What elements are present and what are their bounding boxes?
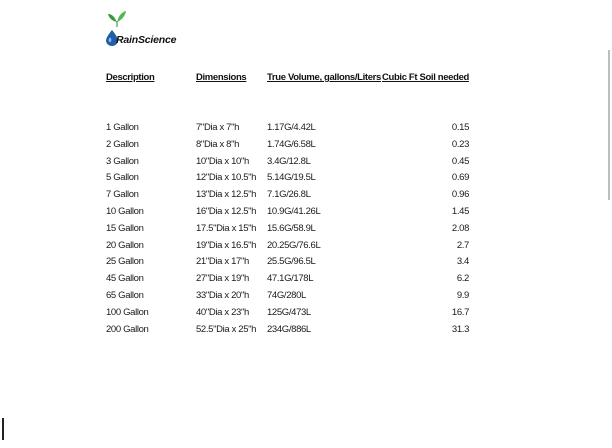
cell-description: 65 Gallon xyxy=(106,290,144,301)
header-dimensions: Dimensions xyxy=(196,72,247,83)
cell-volume: 5.14G/19.5L xyxy=(267,172,316,184)
cell-dimensions: 13"Dia x 12.5"h xyxy=(196,189,257,201)
text-cursor xyxy=(2,418,4,440)
cell-description: 10 Gallon xyxy=(106,206,144,217)
cell-dimensions: 27"Dia x 19"h xyxy=(196,273,249,285)
cell-volume: 1.74G/6.58L xyxy=(267,138,316,150)
cell-soil: 1.45 xyxy=(451,206,469,217)
cell-volume: 20.25G/76.6L xyxy=(267,239,321,251)
cell-volume: 25.5G/96.5L xyxy=(267,256,316,268)
header-soil: Cubic Ft Soil needed xyxy=(382,72,469,83)
cell-dimensions: 12"Dia x 10.5"h xyxy=(196,172,257,184)
cell-dimensions: 33"Dia x 20"h xyxy=(196,290,249,301)
cell-soil: 0.15 xyxy=(451,122,469,133)
cell-description: 25 Gallon xyxy=(106,256,144,268)
cell-soil: 2.7 xyxy=(456,239,469,251)
cell-description: 1 Gallon xyxy=(106,122,139,133)
cell-description: 3 Gallon xyxy=(106,155,139,167)
cell-soil: 31.3 xyxy=(451,323,469,335)
leaf-icon xyxy=(108,10,126,28)
cell-soil: 0.23 xyxy=(451,138,469,150)
cell-soil: 0.69 xyxy=(451,172,469,184)
cell-volume: 47.1G/178L xyxy=(267,273,314,285)
cell-volume: 7.1G/26.8L xyxy=(267,189,311,201)
cell-volume: 74G/280L xyxy=(267,290,306,301)
cell-soil: 6.2 xyxy=(456,273,469,285)
cell-dimensions: 19"Dia x 16.5"h xyxy=(196,239,257,251)
cell-volume: 125G/473L xyxy=(267,306,311,318)
cell-soil: 9.9 xyxy=(456,290,469,301)
cell-soil: 0.96 xyxy=(451,189,469,201)
header-volume: True Volume, gallons/Liters xyxy=(267,72,381,83)
cell-soil: 3.4 xyxy=(456,256,469,268)
header-description: Description xyxy=(106,72,155,83)
cell-description: 45 Gallon xyxy=(106,273,144,285)
rainscience-logo xyxy=(106,10,196,50)
cell-volume: 1.17G/4.42L xyxy=(267,122,316,133)
cell-dimensions: 7"Dia x 7"h xyxy=(196,122,240,133)
cell-soil: 2.08 xyxy=(451,222,469,234)
cell-dimensions: 21"Dia x 17"h xyxy=(196,256,249,268)
cell-dimensions: 10"Dia x 10"h xyxy=(196,155,249,167)
cell-volume: 3.4G/12.8L xyxy=(267,155,311,167)
cell-description: 15 Gallon xyxy=(106,222,144,234)
cell-dimensions: 52.5"Dia x 25"h xyxy=(196,323,257,335)
scrollbar[interactable] xyxy=(604,0,612,448)
cell-description: 200 Gallon xyxy=(106,323,149,335)
cell-description: 100 Gallon xyxy=(106,306,149,318)
scrollbar-thumb[interactable] xyxy=(608,50,610,200)
cell-soil: 0.45 xyxy=(451,155,469,167)
cell-description: 20 Gallon xyxy=(106,239,144,251)
cell-dimensions: 8"Dia x 8"h xyxy=(196,138,240,150)
cell-dimensions: 16"Dia x 12.5"h xyxy=(196,206,257,217)
cell-volume: 234G/886L xyxy=(267,323,311,335)
cell-volume: 10.9G/41.26L xyxy=(267,206,321,217)
cell-description: 7 Gallon xyxy=(106,189,139,201)
cell-dimensions: 17.5"Dia x 15"h xyxy=(196,222,257,234)
cell-dimensions: 40"Dia x 23"h xyxy=(196,306,249,318)
cell-description: 5 Gallon xyxy=(106,172,139,184)
cell-description: 2 Gallon xyxy=(106,138,139,150)
logo-text: RainScience xyxy=(116,34,177,46)
cell-soil: 16.7 xyxy=(451,306,469,318)
cell-volume: 15.6G/58.9L xyxy=(267,222,316,234)
